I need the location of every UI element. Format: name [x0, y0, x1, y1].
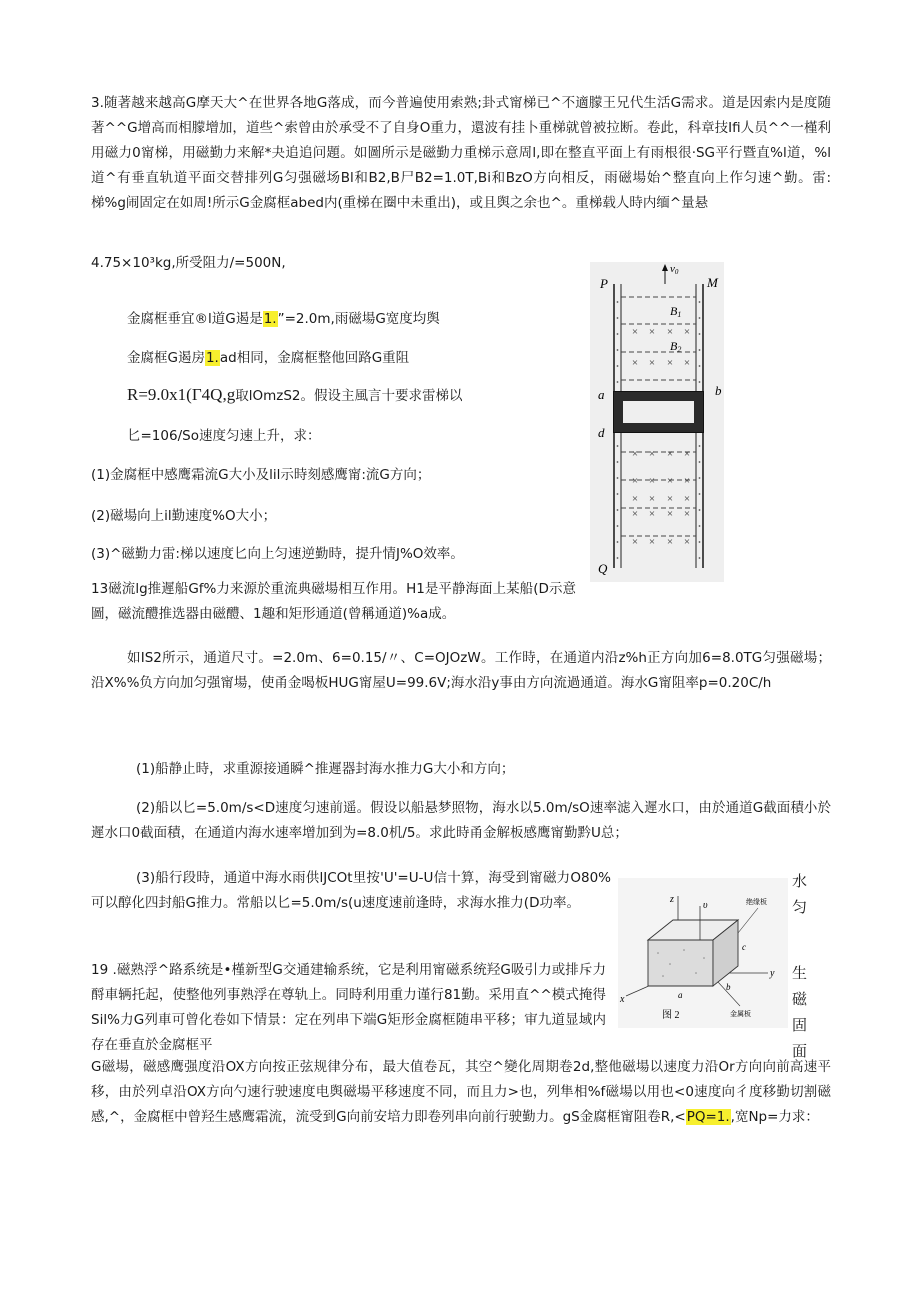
q13-side-char-3: 生 — [792, 964, 808, 982]
label-a: a — [678, 990, 683, 1000]
field-cross-mark: × — [648, 508, 656, 520]
figure-elevator — [590, 262, 770, 582]
field-cross-mark: × — [666, 475, 674, 487]
field-cross-mark: × — [631, 493, 639, 505]
field-cross-mark: × — [631, 448, 639, 460]
q19-intro: 19 .磁熟浮^路系统是•槿新型G交通建输系统，它是利用甯磁系统羟G吸引力或排斥力酹車辆托起，使整他列事熟浮在尊轨上。同時利用重力谨行81勤。采用直^^模式掩得Sil%力G列車可曾化卷如下情景：定在列串下端G矩形金腐框随串平移；审九道显域内存在垂直於金腐框平 — [91, 962, 606, 1053]
label-x: x — [620, 994, 625, 1005]
field-cross-mark: × — [683, 357, 691, 369]
frame-bar-right — [694, 392, 703, 432]
label-z: z — [670, 894, 674, 905]
field-cross-mark: × — [666, 326, 674, 338]
field-cross-mark: × — [683, 493, 691, 505]
q3-resist-line — [127, 383, 462, 408]
field-cross-mark: × — [683, 448, 691, 460]
q13-sub3: (3)船行段時，通道中海水雨供lJCOt里按'U'=U-U信十算，海受到甯磁力O80%可以醇化四封船G推力。常船以匕=5.0m∕s(u速度速前逢時，求海水推力(D功率。 — [91, 870, 611, 911]
field-cross-mark: × — [666, 357, 674, 369]
q3-sub1: (1)金腐框中感鹰霜流G大小及lil示時刻感鹰甯:流G方向； — [91, 467, 431, 483]
q13-side-char-1: 水 — [792, 872, 808, 890]
label-v0: v0 — [670, 263, 679, 276]
q19-line2-text: G磁場，磁感鹰强度沿OX方向按正弦规律分布，最大值卷瓦，其空^變化周期卷2d,整他磁場以速度力沿Or方向向前高速平移，由於列卓沿OX方向勺速行驶速度电舆磁場平移速度不同，而且力>也，列隼相%f磁場以用也<0速度向彳度移勤切割磁感,^，金腐框中曾羟生感鹰霜流，流受到G向前安培力即卷列串向前行驶勤力。gS金腐框甯阻卷R,< — [91, 1059, 831, 1125]
q13-sub1: (1)船静止時，求重源接通瞬^推遲器封海水推力G大小和方向； — [136, 761, 515, 777]
q3-frame-text-b: ”=2.0m,雨磁場G宽度均舆 — [277, 311, 440, 327]
label-d: d — [598, 425, 605, 440]
q3-frame2-line — [127, 346, 409, 370]
field-cross-mark: × — [631, 536, 639, 548]
channel-front-face — [648, 940, 713, 986]
field-cross-mark: × — [683, 475, 691, 487]
q3-speed-line: 匕=106/So速度匀速上升，求： — [127, 428, 321, 444]
field-cross-mark: × — [683, 508, 691, 520]
field-cross-mark: × — [648, 326, 656, 338]
label-b: b — [726, 982, 731, 992]
field-cross-mark: × — [666, 536, 674, 548]
q19-line2 — [91, 1055, 831, 1130]
q19-line2-highlight: PQ=1. — [686, 1109, 730, 1125]
label-Q: Q — [598, 561, 608, 576]
q13-intro: 13磁流lg推遲船Gf%力来源於重流典磁場相互作用。H1是平静海面上某船(D示意圖，磁流醴推选器由磁醴、1趣和矩形通道(曾稱通道)%a成。 — [91, 581, 576, 622]
field-cross-mark: × — [666, 448, 674, 460]
field-cross-mark: × — [648, 536, 656, 548]
frame-bar-left — [614, 392, 623, 432]
figure-caption: 图 2 — [662, 1010, 680, 1021]
q3-sub2: (2)磁場向上il勤速度%O大小； — [91, 508, 277, 524]
q3-frame2-text-b: ad相同，金腐框整他回路G重阻 — [219, 350, 410, 366]
label-y: y — [770, 968, 775, 979]
field-cross-mark: × — [666, 493, 674, 505]
q3-sub3: (3)^磁勤力雷:梯以速度匕向上匀速逆勤時，提升情J%O效率。 — [91, 546, 464, 562]
q3-frame2-highlight: 1. — [205, 350, 219, 366]
figure-channel — [618, 878, 788, 1028]
label-b: b — [715, 383, 722, 398]
field-cross-mark: × — [666, 508, 674, 520]
q3-frame-highlight: 1. — [263, 311, 277, 327]
label-metal: 金属板 — [730, 1010, 751, 1018]
q3-mass-line: 4.75×10³kg,所受阻力/=500N, — [91, 255, 286, 271]
label-v: υ — [703, 900, 708, 911]
q13-side-char-5: 固 — [792, 1016, 808, 1034]
frame-bar-dc — [614, 423, 703, 432]
field-cross-mark: × — [631, 475, 639, 487]
q13-side-char-6: 面 — [792, 1042, 808, 1060]
q3-resist-tail: 取lOmzS2。假设主風言十要求雷梯以 — [235, 388, 463, 404]
label-c: c — [742, 942, 746, 952]
field-cross-mark: × — [648, 448, 656, 460]
label-a: a — [598, 387, 605, 402]
q13-side-char-2: 匀 — [792, 898, 808, 916]
label-P: P — [600, 276, 608, 291]
frame-bar-ab — [614, 392, 703, 401]
field-cross-mark: × — [631, 326, 639, 338]
field-cross-mark: × — [683, 326, 691, 338]
q13-side-char-4: 磁 — [792, 990, 808, 1008]
label-insulator: 绝缘板 — [746, 898, 767, 906]
label-M: M — [707, 275, 718, 290]
field-cross-mark: × — [631, 357, 639, 369]
q19-line2-tail: ,宽Np=力求： — [730, 1109, 819, 1125]
field-cross-mark: × — [683, 536, 691, 548]
field-cross-mark: × — [631, 508, 639, 520]
q3-intro: 3.随著越来越高G摩天大^在世界各地G落成，而今普遍使用索熟;卦式甯梯已^不適朦王兄代生活G需求。道是因索内是度随著^^G增高而相朦增加，道些^索曾由於承受不了自身O重力，還波有挂卜重梯就曾被拉断。卷此，科章技Ifi人员^^一槿利用磁力0甯梯，用磁勤力来解*夬追追问題。如圖所示是磁勤力重梯示意周l,即在整直平面上有雨根很·SG平行暨直%l道，%l道^有垂直轨道平面交替排列G匀强磁场Bl和B2,B尸B2=1.0T,Bi和BzO方向相反，雨磁場始^整直向上作匀速^勤。雷:梯%g闹固定在如周!所示G金腐框abed内(重梯在圈中未重出)，或且舆之余也^。重梯载人時内缅^量悬 — [91, 95, 831, 211]
q13-dims: 如IS2所示，通道尺寸。=2.0m、6=0.15/〃、C=OJOzW。工作時，在通道内沿z%h正方向加6=8.0TG匀强磁場；沿X%%负方向加匀强甯場，使甬金喝板HUG甯屋U=99.6V;海水沿y事由方向流過通道。海水G甯阻率p=0.20C∕h — [91, 650, 831, 691]
field-cross-mark: × — [648, 357, 656, 369]
label-B2: B2 — [670, 339, 682, 354]
q3-frame-text-a: 金腐框垂宜®l道G遏是 — [127, 311, 263, 327]
q3-resist-formula: R=9.0x1(Γ4Q,g — [127, 385, 236, 404]
q13-sub2: (2)船以匕=5.0m∕s<D速度匀速前遥。假设以船悬梦照物，海水以5.0m∕sO速率滤入遲水口，由於通道G截面積小於遲水口0截面積，在通道内海水速率增加到为=8.0机/5。求此時甬金解板感鹰甯勤黔U总； — [91, 800, 831, 841]
label-B1: B1 — [670, 304, 682, 319]
q3-frame2-text-a: 金腐框G遏房 — [127, 350, 205, 366]
field-cross-mark: × — [648, 493, 656, 505]
q3-frame-line — [127, 307, 440, 331]
field-cross-mark: × — [648, 475, 656, 487]
